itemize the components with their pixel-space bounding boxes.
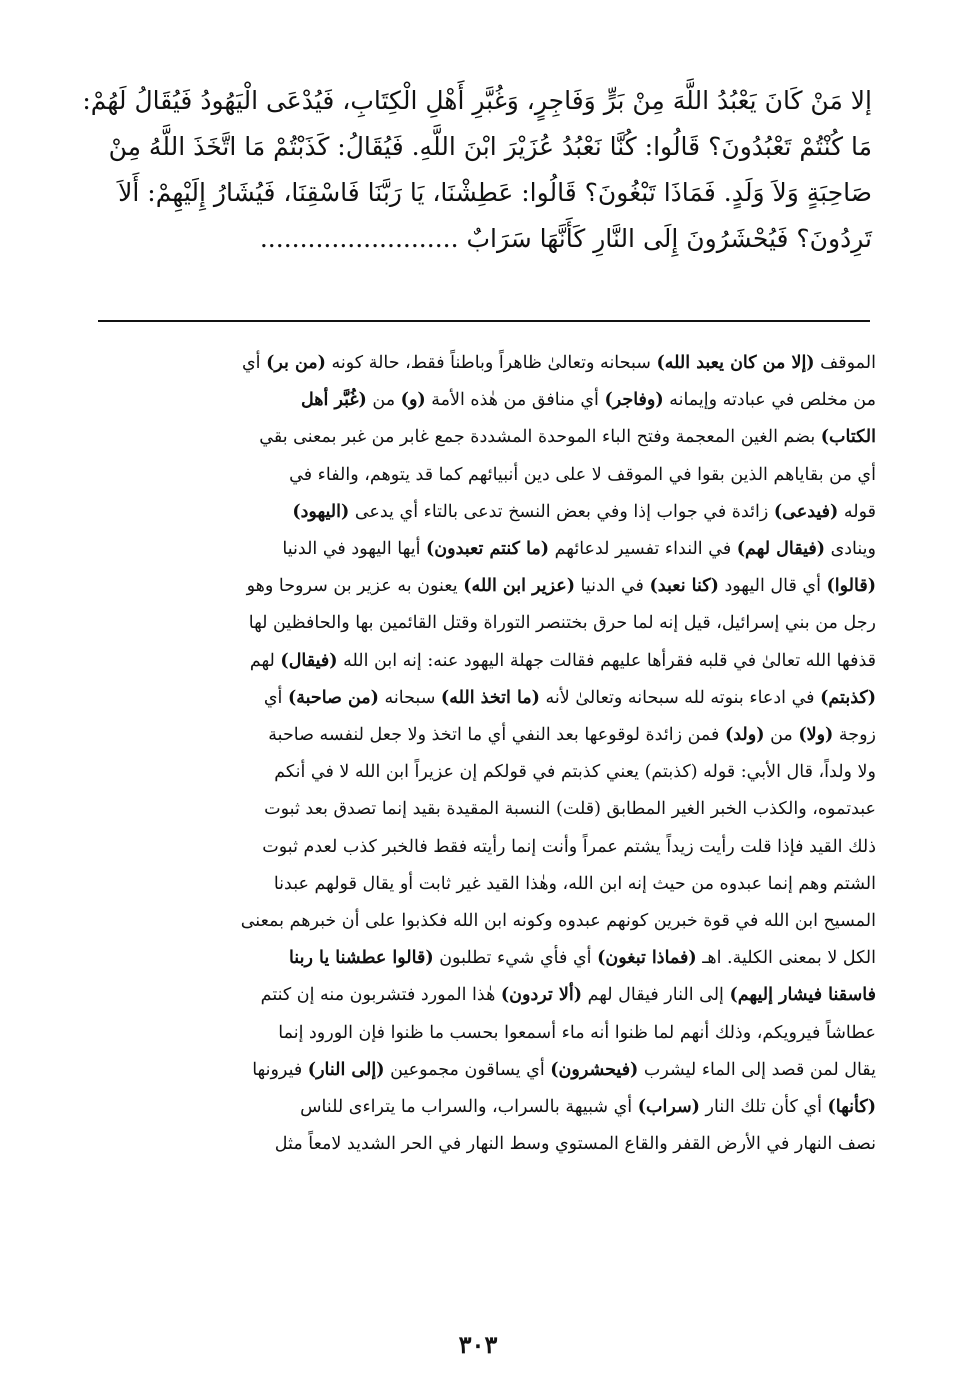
separator-rule [98,320,870,322]
commentary-line: فاسقنا فيشار إليهم) إلى النار فيقال لهم (ألا تردون) هٰذا المورد فتشربون منه إن كنتم [260,985,876,1006]
commentary-line: قوله (فيدعى) زائدة في جواب إذا وفي بعض النسخ تدعى بالتاء أي يدعى (اليهود) [292,501,876,522]
commentary-line: رجل من بني إسرائيل، قيل إنه لما حرق بختنصر التوراة وقتل القائمين بها والحافظين لها [248,613,876,634]
commentary-line: قذفها الله تعالىٰ في قلبه فقرأها عليهم فقالت جهلة اليهود عنه: إنه ابن الله (فيقال) لهم [249,650,876,671]
commentary-line: الشتم وهم إنما عبدوه من حيث إنه ابن الله، وهٰذا القيد غير ثابت أو يقال قولهم عبدنا [273,873,876,894]
commentary-line: الموقف (إلا من كان يعبد الله) سبحانه وتعالىٰ ظاهراً وباطناً فقط، حالة كونه (من بر) أي [241,353,876,373]
commentary-line: عبدتموه، والكذب الخبر الغير المطابق (قلت) النسبة المقيدة بقيد إنما تصدق بعد ثبوت [264,799,876,820]
commentary-line: أي من بقاياهم الذين بقوا في الموقف لا على دين أنبيائهم كما قد يتوهم، والفاء في [289,464,876,485]
commentary-line: من مخلص في عبادته وإيمانه (وفاجر) أي منافق من هٰذه الأمة (و) من (غُبَّر أهل [301,390,876,411]
commentary-line: عطاشاً فيرويكم، وذلك أنهم لما ظنوا أنه ماء أسمعوا بحسب ما ظنوا فإن الورود إنما [278,1022,876,1043]
commentary-line: ذلك القيد فإذا قلت رأيت زيداً يشتم عمراً وأنت إنما رأيته فقط فالخبر كذب لعدم ثبوت [262,836,876,857]
commentary-line: يقال لمن قصد إلى الماء ليشرب (فيحشرون) أي يساقون مجموعين (إلى النار) فيرونها [252,1059,876,1080]
hadith-line: صَاحِبَةٍ وَلاَ وَلَدٍ. فَمَاذَا تَبْغُونَ؟ قَالُوا: عَطِشْنَا، يَا رَبَّنَا فَاسْقِنَا، فَيُشَارُ إِلَيْهِمْ: أَلاَ [118,178,872,207]
commentary-line: المسيح ابن الله في قوة خبرين كونهم عبدوه وكونه ابن الله فكذبوا على أن خبرهم بمعنى [240,911,876,932]
commentary-line: نصف النهار في الأرض القفر والقاع المستوي وسط النهار في الحر الشديد لامعاً مثل [274,1134,876,1155]
hadith-line: تَرِدُونَ؟ فَيُحْشَرُونَ إِلَى النَّارِ كَأَنَّهَا سَرَابٌ ......................... [259,224,872,253]
commentary-line: (كذبتم) في ادعاء بنوته لله سبحانه وتعالىٰ لأنه (ما اتخذ الله) سبحانه (من صاحبة) أي [263,687,876,708]
hadith-line: إلا مَنْ كَانَ يَعْبُدُ اللَّهَ مِنْ بَرٍّ وَفَاجِرٍ، وَغُبَّرِ أَهْلِ الْكِتَابِ، فَيُدْعَى الْيَهُودُ فَيُقَالُ لَهُمْ: [82,86,872,115]
commentary-line: (قالوا) أي قال اليهود (كنا نعبد) في الدنيا (عزير ابن الله) يعنون به عزير بن سروحا وهو [246,576,876,597]
page-number: ٣٠٣ [458,1330,498,1359]
hadith-text [82,78,872,262]
commentary-line: زوجة (ولا) من (ولد) فمن زائدة لوقوعها بعد النفي أي ما اتخذ ولا جعل لنفسه صاحبة [268,725,876,746]
commentary-text [90,345,876,1163]
hadith-line: مَا كُنْتُمْ تَعْبُدُونَ؟ قَالُوا: كُنَّا نَعْبُدُ عُزَيْرَ ابْنَ اللَّهِ. فَيُقَالُ: كَذَبْتُمْ مَا اتَّخَذَ اللَّهُ مِنْ [108,132,872,161]
commentary-line: الكل لا بمعنى الكلية. اهـ (فماذا تبغون) أي فأي شيء تطلبون (قالوا عطشنا يا ربنا [288,948,876,969]
commentary-line: وينادى (فيقال لهم) في النداء تفسير لدعائهم (ما كنتم تعبدون) أيها اليهود في الدنيا [282,539,876,560]
commentary-line: (كأنها) أي كأن تلك النار (سراب) أي شبيهة بالسراب، والسراب ما يتراءى للناس [300,1097,876,1118]
commentary-line: ولا ولداً، قال الأبي: قوله (كذبتم) يعني كذبتم في قولكم إن عزيراً ابن الله لا في أنكم [274,762,876,783]
commentary-line: الكتاب) بضم الغين المعجمة وفتح الباء الموحدة المشددة جمع غابر من غبر بمعنى بقي [259,427,876,448]
